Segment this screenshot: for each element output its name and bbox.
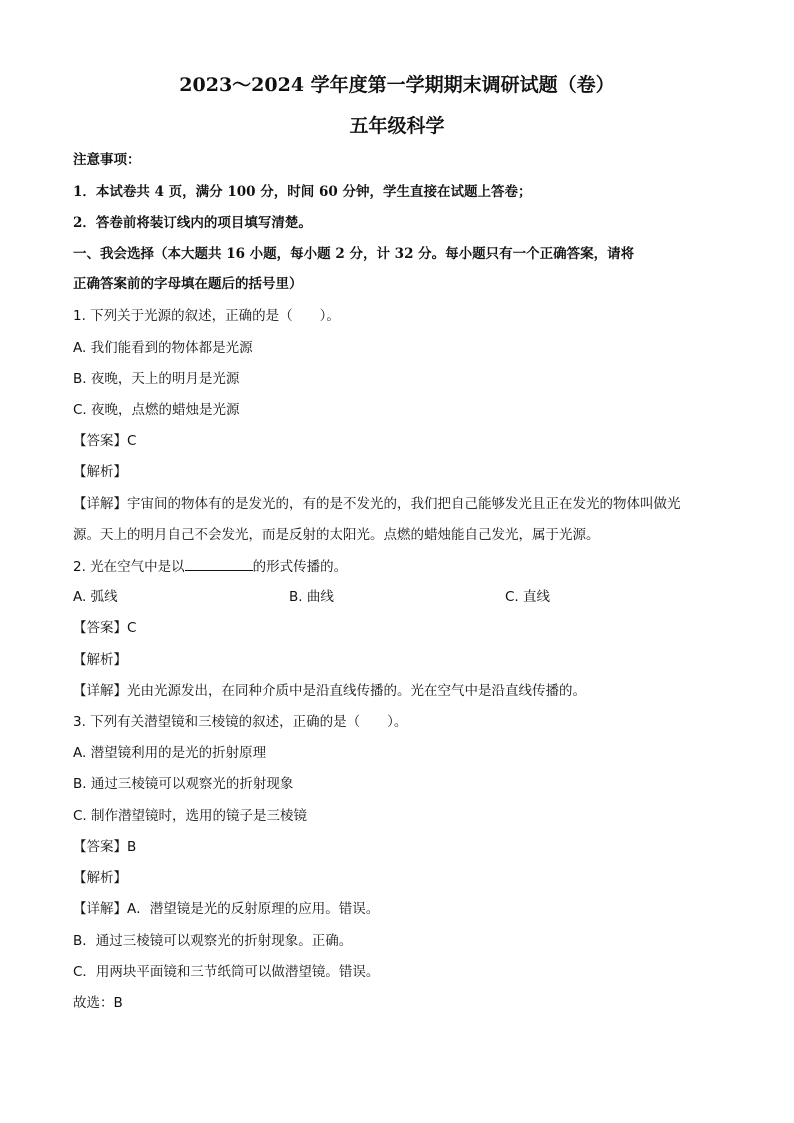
question-1-answer: 【答案】C <box>73 433 137 449</box>
exam-title: 2023～2024 学年度第一学期期末调研试题（卷） <box>179 74 615 96</box>
question-1-option-a: A. 我们能看到的物体都是光源 <box>73 340 253 356</box>
question-3-option-c: C. 制作潜望镜时，选用的镜子是三棱镜 <box>73 808 308 824</box>
question-3-analysis-label: 【解析】 <box>73 870 127 886</box>
question-1-option-b: B. 夜晚，天上的明月是光源 <box>73 371 240 387</box>
question-2-stem-prefix: 2. 光在空气中是以 <box>73 559 185 575</box>
notes-item-1: 1．本试卷共 4 页，满分 100 分，时间 60 分钟，学生直接在试题上答卷； <box>73 184 532 200</box>
question-3-detail-line-1: 【详解】A．潜望镜是光的反射原理的应用。错误。 <box>73 901 380 917</box>
notes-heading: 注意事项： <box>73 152 141 168</box>
question-1-stem: 1. 下列关于光源的叙述，正确的是（ ）。 <box>73 308 340 324</box>
question-1-analysis-label: 【解析】 <box>73 464 127 480</box>
exam-subject: 五年级科学 <box>349 115 445 137</box>
question-2-answer: 【答案】C <box>73 620 137 636</box>
question-2-option-b: B. 曲线 <box>289 589 334 605</box>
question-1-detail-line-2: 源。天上的明月自己不会发光，而是反射的太阳光。点燃的蜡烛能自己发光，属于光源。 <box>73 527 600 543</box>
question-3-answer: 【答案】B <box>73 839 137 855</box>
question-2-stem-suffix: 的形式传播的。 <box>252 559 348 575</box>
answer-blank <box>185 556 253 571</box>
question-1-detail-line-1: 【详解】宇宙间的物体有的是发光的，有的是不发光的，我们把自己能够发光且正在发光的物体叫做光 <box>73 496 681 512</box>
question-1-option-c: C. 夜晚，点燃的蜡烛是光源 <box>73 402 240 418</box>
question-3-option-a: A. 潜望镜利用的是光的折射原理 <box>73 745 267 761</box>
question-3-conclusion: 故选：B <box>73 995 123 1011</box>
question-2-detail-line-1: 【详解】光由光源发出，在同种介质中是沿直线传播的。光在空气中是沿直线传播的。 <box>73 683 586 699</box>
question-2-stem <box>73 556 347 577</box>
notes-item-2: 2．答卷前将装订线内的项目填写清楚。 <box>73 215 312 231</box>
question-3-detail-line-2: B．通过三棱镜可以观察光的折射现象。正确。 <box>73 933 353 949</box>
question-2-option-c: C. 直线 <box>505 589 551 605</box>
section-1-heading-line-2: 正确答案前的字母填在题后的括号里） <box>73 276 303 292</box>
question-3-option-b: B. 通过三棱镜可以观察光的折射现象 <box>73 776 294 792</box>
question-2-option-a: A. 弧线 <box>73 589 118 605</box>
question-3-detail-line-3: C．用两块平面镜和三节纸筒可以做潜望镜。错误。 <box>73 964 380 980</box>
section-1-heading-line-1: 一、我会选择（本大题共 16 小题，每小题 2 分，计 32 分。每小题只有一个正确答案，请将 <box>73 246 635 262</box>
question-2-analysis-label: 【解析】 <box>73 652 127 668</box>
question-3-stem: 3. 下列有关潜望镜和三棱镜的叙述，正确的是（ ）。 <box>73 714 408 730</box>
